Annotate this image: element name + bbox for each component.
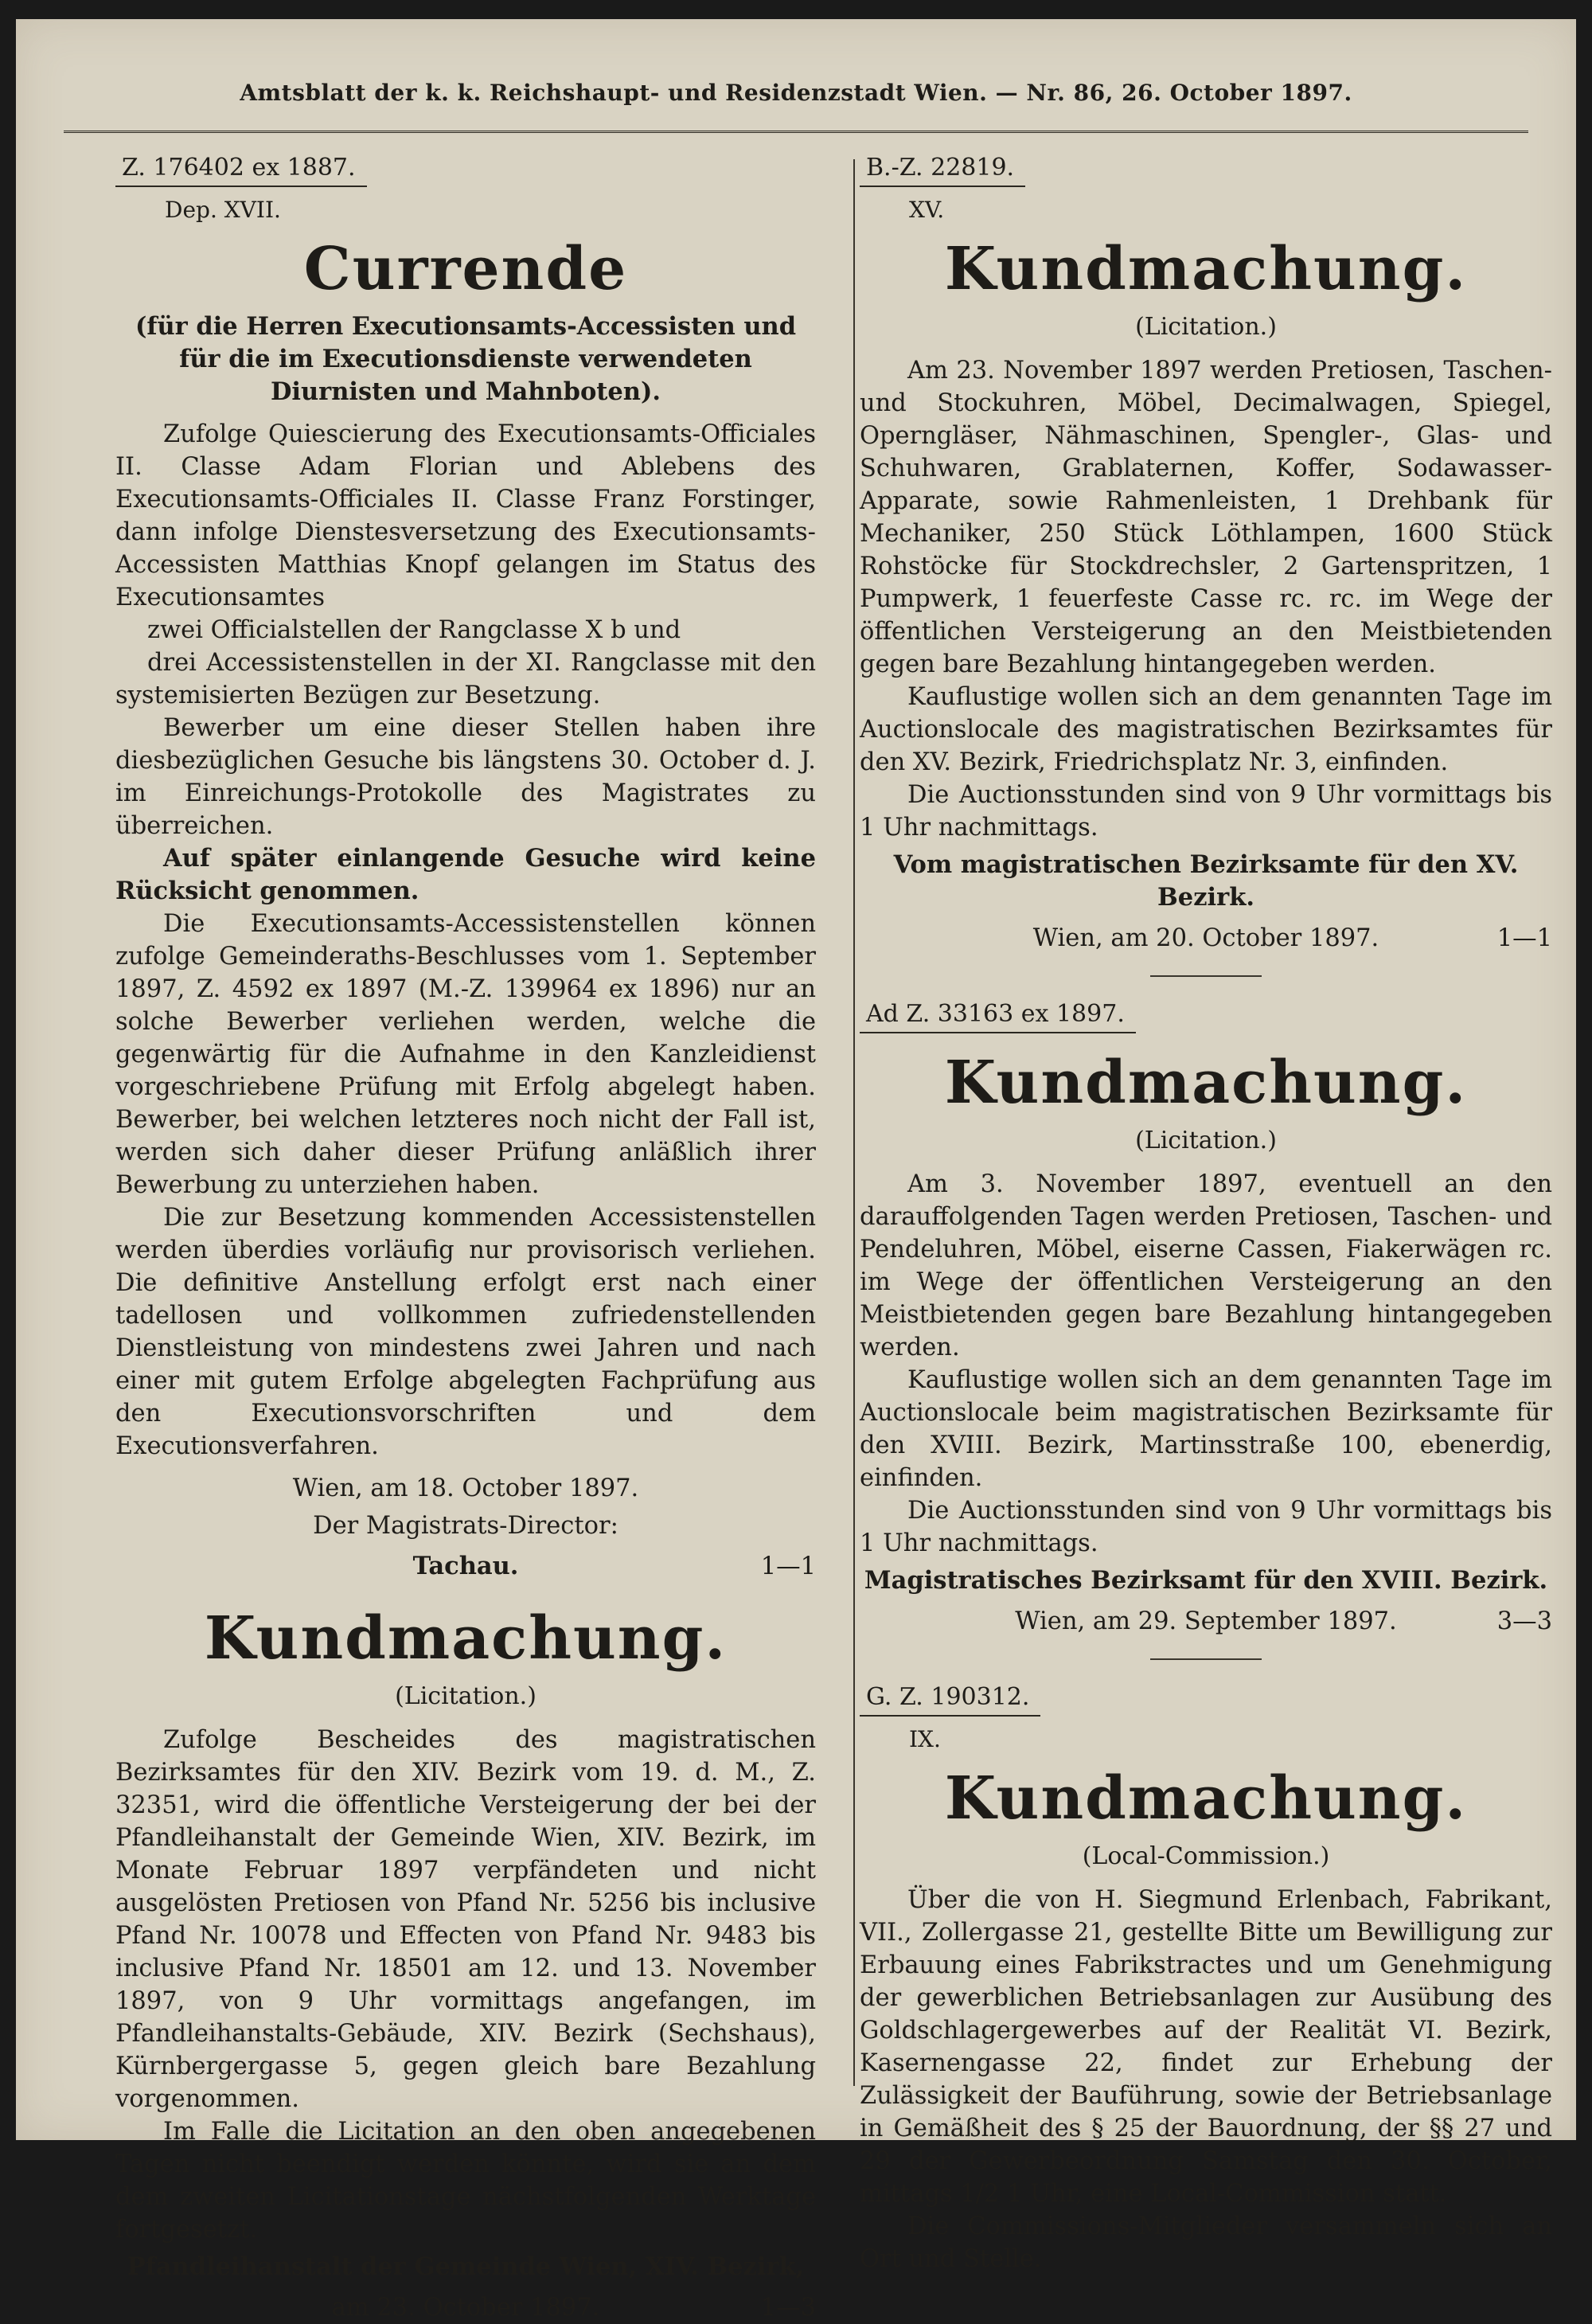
paragraph: Die Auctionsstunden sind von 9 Uhr vormittags bis 1 Uhr nachmittags. [860, 779, 1552, 844]
paragraph: Kauflustige wollen sich an dem genannten Tage im Auctionslocale des magistratischen Bezirksamtes für den XV. Bezirk, Friedrichsplatz Nr. 3, einfinden. [860, 681, 1552, 779]
paragraph: Die zur Besetzung kommenden Accessistenstellen werden überdies vorläufig nur provisorisch verliehen. Die definitive Anstellung erfolgt erst nach einer tadellosen und vollkommen zufriedenstellenden Dienstleistung von mindestens zwei Jahren und nach einer mit gutem Erfolge abgelegten Fachprüfung aus den Executionsvorschriften und dem Executionsverfahren. [115, 1201, 816, 1463]
paragraph: Am 23. November 1897 werden Pretiosen, Taschen- und Stockuhren, Möbel, Decimalwagen, Spiegel, Operngläser, Nähmaschinen, Spengler-, Glas- und Schuhwaren, Grablaternen, Koffer, Sodawasser-Apparate, sowie Rahmenleisten, 1 Drehbank für Mechaniker, 250 Stück Löthlampen, 1600 Stück Rohstöcke für Stockdrechsler, 2 Gartenspritzen, 1 Pumpwerk, 1 feuerfeste Casse rc. rc. im Wege der öffentlichen Versteigerung an den Meistbietenden gegen bare Bezahlung hintangegeben werden. [860, 354, 1552, 681]
paragraph: drei Accessistenstellen in der XI. Rangclasse mit den systemisierten Bezügen zur Besetzung. [115, 646, 816, 712]
notice-kundmachung-ix [860, 1681, 1552, 2275]
paragraph: Kauflustige wollen sich an dem genannten Tage im Auctionslocale beim magistratischen Bezirksamte für den XVIII. Bezirk, Martinsstraße 100, ebenerdig, einfinden. [860, 1364, 1552, 1494]
masthead-rule [64, 131, 1528, 133]
paragraph: Am 3. November 1897, eventuell an den darauffolgenden Tagen werden Pretiosen, Taschen- und Pendeluhren, Möbel, eiserne Cassen, Fiakerwägen rc. im Wege der öffentlichen Versteigerung an den Meistbietenden gegen bare Bezahlung hintangegeben werden. [860, 1168, 1552, 1364]
paragraph: Zufolge Bescheides des magistratischen Bezirksamtes für den XIV. Bezirk vom 19. d. M., Z. 32351, wird die öffentliche Versteigerung der bei der Pfandleihanstalt der Gemeinde Wien, XIV. Bezirk, im Monate Februar 1897 verpfändeten und nicht ausgelösten Pretiosen von Pfand Nr. 5256 bis inclusive Pfand Nr. 10078 und Effecten von Pfand Nr. 9483 bis inclusive Pfand Nr. 18501 am 12. und 13. November 1897, von 9 Uhr vormittags angefangen, im Pfandleihanstalts-Gebäude, XIV. Bezirk (Sechshaus), Kürnbergergasse 5, gegen gleich bare Bezahlung vorgenommen. [115, 1724, 816, 2115]
notice-subtitle: (Licitation.) [860, 311, 1552, 343]
notice-number: 1—1 [761, 1550, 816, 1583]
signature-row [115, 1550, 816, 1583]
column-divider [853, 159, 855, 2086]
place-date: am 23. October 1897. [332, 2294, 600, 2322]
notice-subtitle: (Licitation.) [115, 1680, 816, 1713]
reference-number: Ad Z. 33163 ex 1897. [860, 998, 1136, 1033]
notice-kundmachung-xviii [860, 998, 1552, 1660]
notice-number: 1—3 [761, 2291, 816, 2324]
paragraph: Die Executionsamts-Accessistenstellen können zufolge Gemeinderaths-Beschlusses vom 1. September 1897, Z. 4592 ex 1897 (M.-Z. 139964 ex 1896) nur an solche Bewerber verliehen werden, welche die gegenwärtig für die Aufnahme in den Kanzleidienst vorgeschriebene Prüfung mit Erfolg abgelegt haben. Bewerber, bei welchen letzteres noch nicht der Fall ist, werden sich daher dieser Prüfung anläßlich ihrer Bewerbung zu unterziehen haben. [115, 908, 816, 1201]
notice-title: Kundmachung. [115, 1603, 816, 1674]
paragraph: Die Auctionsstunden sind von 9 Uhr vormittags bis 1 Uhr nachmittags. [860, 1494, 1552, 1560]
paragraph: Zufolge Quiescierung des Executionsamts-Officiales II. Classe Adam Florian und Ablebens des Executionsamts-Officiales II. Classe Franz Forstinger, dann infolge Dienstesversetzung des Executionsamts-Accessisten Matthias Knopf gelangen im Status des Executionsamtes [115, 418, 816, 614]
notice-number: 1—1 [1497, 922, 1552, 955]
notice-number: 3—3 [1497, 1605, 1552, 1638]
place-date: Wien, am 29. September 1897. [1015, 1607, 1397, 1635]
reference-number: Z. 176402 ex 1887. [115, 151, 367, 187]
issuing-authority: Vom magistratischen Bezirksamte für den XV. Bezirk. [860, 849, 1552, 914]
paragraph: zwei Officialstellen der Rangclasse X b und [115, 614, 816, 646]
reference-number: G. Z. 190312. [860, 1681, 1040, 1717]
reference-number: B.-Z. 22819. [860, 151, 1025, 187]
department-label: XV. [909, 193, 1552, 226]
notice-title: Kundmachung. [860, 1764, 1552, 1834]
paragraph: Im Falle die Licitation an den oben angegebenen Tagen nicht beendigt werden könnte, wird sie an dem dem zweiten Licitationstage nächstfolgenden Werktage fortgesetzt. [115, 2115, 816, 2246]
separator-rule [1150, 975, 1262, 977]
date-row [115, 2291, 816, 2324]
issuing-authority: Pfandleihanstalt der Gemeinde Wien, XIV. Bezirk, [115, 2251, 816, 2283]
left-column [115, 151, 816, 2096]
separator-rule [1150, 1658, 1262, 1660]
paragraph: Bewerber um eine dieser Stellen haben ihre diesbezüglichen Gesuche bis längstens 30. October d. J. im Einreichungs-Protokolle des Magistrates zu überreichen. [115, 712, 816, 842]
notice-subtitle: (Licitation.) [860, 1124, 1552, 1157]
department-label: Dep. XVII. [165, 193, 816, 226]
right-column [860, 151, 1552, 2096]
masthead: Amtsblatt der k. k. Reichshaupt- und Residenzstadt Wien. — Nr. 86, 26. October 1897. [64, 80, 1528, 106]
notice-kundmachung-xv [860, 151, 1552, 977]
signer-title: Der Magistrats-Director: [115, 1510, 816, 1542]
notice-title: Currende [115, 234, 816, 304]
notice-subtitle: (für die Herren Executionsamts-Accessisten und für die im Executionsdienste verwendeten Diurnisten und Mahnboten). [115, 311, 816, 408]
place-date: Wien, am 18. October 1897. [115, 1472, 816, 1505]
paragraph-bold: Auf später einlangende Gesuche wird keine Rücksicht genommen. [115, 842, 816, 908]
date-row [860, 1605, 1552, 1638]
signer-name: Tachau. [413, 1552, 519, 1580]
notice-title: Kundmachung. [860, 1048, 1552, 1118]
department-label: IX. [909, 1723, 1552, 1756]
date-row [860, 922, 1552, 955]
notice-currende [115, 151, 816, 1583]
paragraph: Über die von H. Siegmund Erlenbach, Fabrikant, VII., Zollergasse 21, gestellte Bitte um Bewilligung zur Erbauung eines Fabrikstractes und um Genehmigung der gewerblichen Betriebsanlagen zur Ausübung des Goldschlagergewerbes auf der Realität VI. Bezirk, Kasernengasse 22, findet zur Erhebung der Zulässigkeit der Bauführung, sowie der Betriebsanlage in Gemäßheit des § 25 der Bauordnung, der §§ 27 und 29 der Gewerbeordnung Samstag den 30. October, mittags 1/2 1 Uhr, eine Local-Commission statt. [860, 1884, 1552, 2210]
paragraph: Die Commissions-Mitglieder versammeln sich an Ort und Stelle. [860, 2210, 1552, 2275]
notice-subtitle: (Local-Commission.) [860, 1840, 1552, 1873]
notice-kundmachung-xiv [115, 1603, 816, 2324]
notice-title: Kundmachung. [860, 234, 1552, 304]
place-date: Wien, am 20. October 1897. [1033, 924, 1379, 952]
issuing-authority: Magistratisches Bezirksamt für den XVIII. Bezirk. [860, 1564, 1552, 1597]
